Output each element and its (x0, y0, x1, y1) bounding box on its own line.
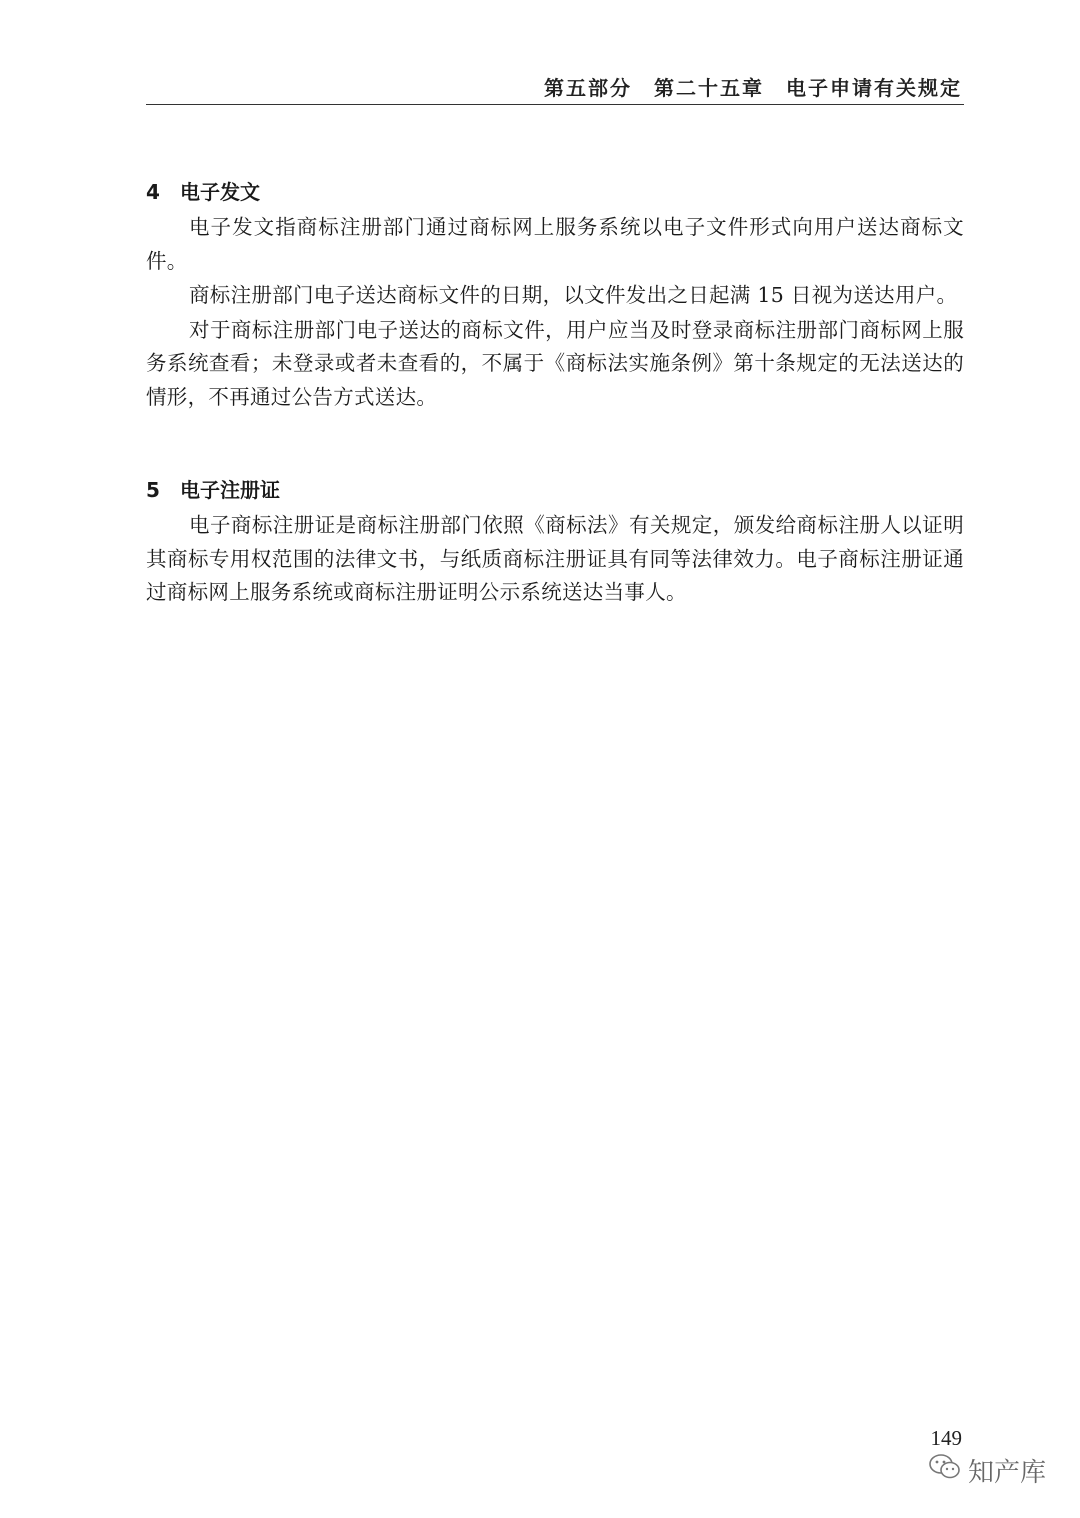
header-part: 第五部分 (544, 76, 632, 100)
paragraph: 电子发文指商标注册部门通过商标网上服务系统以电子文件形式向用户送达商标文件。 (146, 215, 964, 273)
section-5 (146, 474, 964, 610)
header-chapter: 第二十五章 (654, 76, 764, 100)
watermark (928, 1452, 1046, 1489)
section-title: 电子注册证 (180, 478, 280, 502)
running-header (544, 72, 962, 101)
header-rule (146, 104, 964, 105)
page-number: 149 (930, 1426, 962, 1450)
section-title: 电子发文 (180, 180, 260, 204)
section-4 (146, 176, 964, 414)
section-number: 4 (146, 180, 160, 204)
paragraph: 电子商标注册证是商标注册部门依照《商标法》有关规定，颁发给商标注册人以证明其商标专用权范围的法律文书，与纸质商标注册证具有同等法律效力。电子商标注册证通过商标网上服务系统或商标注册证明公示系统送达当事人。 (146, 513, 964, 604)
watermark-text: 知产库 (968, 1458, 1047, 1488)
section-heading (146, 176, 964, 208)
paragraph: 对于商标注册部门电子送达的商标文件，用户应当及时登录商标注册部门商标网上服务系统查看；未登录或者未查看的，不属于《商标法实施条例》第十条规定的无法送达的情形，不再通过公告方式送达。 (146, 317, 964, 409)
paragraph: 商标注册部门电子送达商标文件的日期，以文件发出之日起满 15 日视为送达用户。 (189, 283, 958, 307)
section-heading (146, 474, 964, 506)
header-title: 电子申请有关规定 (786, 76, 962, 100)
section-number: 5 (146, 478, 160, 502)
wechat-icon (928, 1452, 968, 1489)
